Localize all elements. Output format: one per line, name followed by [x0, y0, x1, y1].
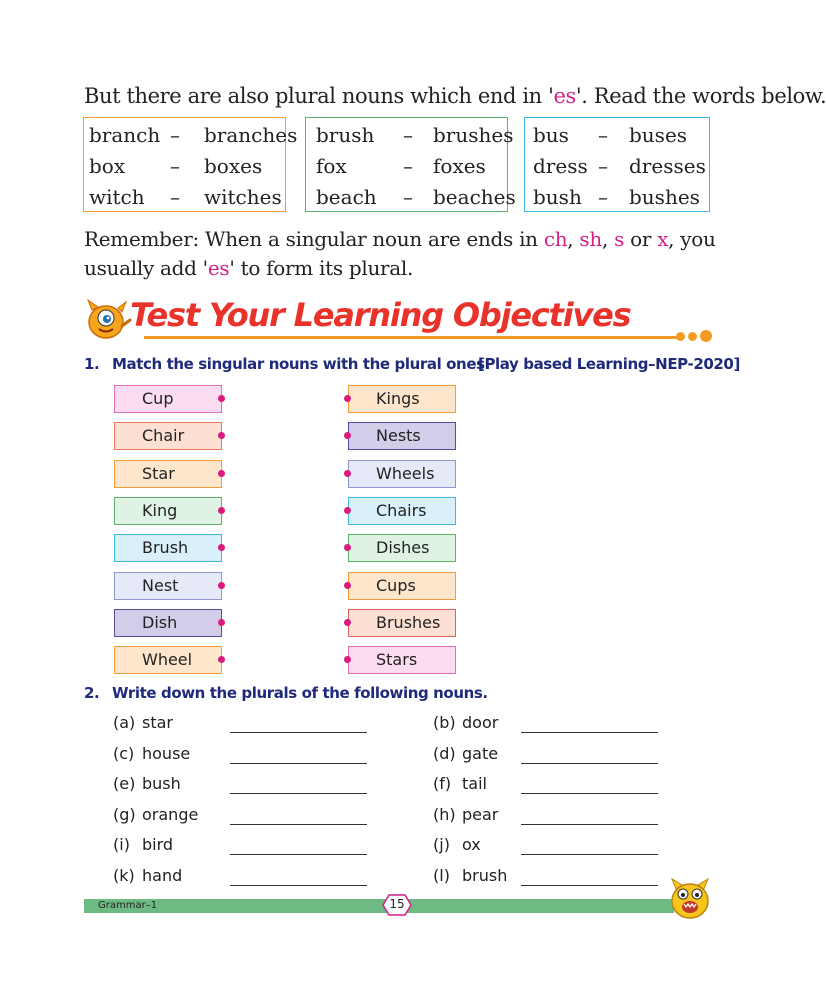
match-right-5[interactable]: Cups: [348, 572, 456, 600]
word-singular: box: [89, 154, 126, 178]
word-dash: –: [403, 185, 413, 209]
word-plural: buses: [629, 123, 688, 147]
plural-word: tail: [462, 774, 487, 794]
plural-answer-line[interactable]: [230, 732, 367, 733]
word-plural: brushes: [433, 123, 514, 147]
word-singular: branch: [89, 123, 161, 147]
word-singular: fox: [316, 154, 347, 178]
intro-after: '. Read the words below.: [575, 84, 826, 108]
match-left-5[interactable]: Nest: [114, 572, 222, 600]
remember-comma2: ,: [601, 227, 615, 251]
word-dash: –: [403, 154, 413, 178]
remember-es: es: [207, 256, 230, 280]
match-right-2[interactable]: Wheels: [348, 460, 456, 488]
remember-sh: sh: [579, 227, 602, 251]
plural-answer-line[interactable]: [230, 824, 367, 825]
word-box-green: [305, 117, 516, 212]
match-right-4[interactable]: Dishes: [348, 534, 456, 562]
match-right-7[interactable]: Stars: [348, 646, 456, 674]
intro-before: But there are also plural nouns which end in ': [84, 84, 554, 108]
plural-answer-line[interactable]: [230, 763, 367, 764]
word-singular: beach: [316, 185, 377, 209]
word-singular: brush: [316, 123, 375, 147]
match-right-dot[interactable]: [344, 619, 351, 626]
match-right-dot[interactable]: [344, 395, 351, 402]
plural-word: brush: [462, 866, 508, 885]
q2-text: Write down the plurals of the following nouns.: [112, 684, 488, 702]
heading-dot-1: [676, 332, 685, 341]
match-left-dot[interactable]: [218, 656, 225, 663]
word-plural: foxes: [433, 154, 486, 178]
plural-answer-line[interactable]: [521, 824, 658, 825]
match-left-dot[interactable]: [218, 582, 225, 589]
match-left-2[interactable]: Star: [114, 460, 222, 488]
footer-bar: [84, 899, 674, 913]
plural-answer-line[interactable]: [521, 854, 658, 855]
plural-answer-line[interactable]: [521, 732, 658, 733]
remember-x: x: [657, 227, 669, 251]
plural-answer-line[interactable]: [521, 763, 658, 764]
match-right-1[interactable]: Nests: [348, 422, 456, 450]
plural-word: bush: [142, 774, 181, 794]
plural-letter: (j): [433, 835, 450, 855]
plural-letter: (b): [433, 713, 456, 732]
remember-part1: Remember: When a singular noun are ends in: [84, 227, 544, 251]
plural-word: house: [142, 743, 191, 763]
match-right-6[interactable]: Brushes: [348, 609, 456, 637]
remember-s: s: [614, 227, 625, 251]
q2-number: 2.: [84, 684, 100, 702]
match-left-6[interactable]: Dish: [114, 609, 222, 637]
intro-text: [84, 84, 826, 108]
word-singular: dress: [533, 154, 588, 178]
word-dash: –: [598, 154, 608, 178]
match-left-0[interactable]: Cup: [114, 385, 222, 413]
word-box-blue: [524, 117, 710, 212]
match-left-7[interactable]: Wheel: [114, 646, 222, 674]
word-plural: dresses: [629, 154, 706, 178]
q1-text: Match the singular nouns with the plural ones.: [112, 355, 490, 373]
plural-word: pear: [462, 804, 499, 824]
plural-letter: (d): [433, 743, 456, 763]
plural-word: ox: [462, 835, 481, 855]
orange-monster-icon: [84, 296, 132, 344]
word-singular: witch: [89, 185, 145, 209]
remember-part3: ' to form its plural.: [229, 256, 414, 280]
heading-dot-3: [700, 330, 712, 342]
word-plural: witches: [204, 185, 282, 209]
plural-word: hand: [142, 866, 183, 885]
q1-tag: [Play based Learning–NEP-2020]: [478, 355, 740, 373]
word-dash: –: [170, 185, 180, 209]
plural-word: orange: [142, 804, 199, 824]
plural-letter: (e): [113, 774, 136, 794]
word-plural: bushes: [629, 185, 700, 209]
remember-ch: ch: [543, 227, 568, 251]
page-number: 15: [389, 897, 405, 911]
match-left-4[interactable]: Brush: [114, 534, 222, 562]
section-heading: [84, 296, 714, 346]
yellow-monster-icon: [666, 877, 714, 921]
plural-letter: (l): [433, 866, 450, 885]
word-plural: boxes: [204, 154, 263, 178]
word-dash: –: [598, 185, 608, 209]
plural-letter: (g): [113, 804, 136, 824]
plural-word: door: [462, 713, 499, 732]
plural-letter: (h): [433, 804, 456, 824]
match-left-3[interactable]: King: [114, 497, 222, 525]
match-left-dot[interactable]: [218, 432, 225, 439]
match-right-0[interactable]: Kings: [348, 385, 456, 413]
match-left-dot[interactable]: [218, 395, 225, 402]
plural-answer-line[interactable]: [521, 885, 658, 886]
word-dash: –: [598, 123, 608, 147]
remember-note: [84, 225, 724, 283]
q1-number: 1.: [84, 355, 100, 373]
plural-answer-line[interactable]: [230, 854, 367, 855]
match-left-dot[interactable]: [218, 619, 225, 626]
remember-comma1: ,: [567, 227, 580, 251]
plural-word: gate: [462, 743, 499, 763]
remember-part2: , you usually add ': [84, 227, 716, 280]
word-plural: beaches: [433, 185, 516, 209]
plural-answer-line[interactable]: [230, 793, 367, 794]
match-left-1[interactable]: Chair: [114, 422, 222, 450]
intro-es: es: [553, 84, 576, 108]
plural-answer-line[interactable]: [230, 885, 367, 886]
match-left-dot[interactable]: [218, 507, 225, 514]
heading-underline: [144, 336, 680, 339]
heading-title: Test Your Learning Objectives: [130, 296, 631, 334]
word-dash: –: [170, 154, 180, 178]
plural-word: star: [142, 713, 173, 732]
match-left-dot[interactable]: [218, 544, 225, 551]
match-right-dot[interactable]: [344, 470, 351, 477]
match-right-dot[interactable]: [344, 507, 351, 514]
footer-book-title: Grammar–1: [98, 900, 158, 911]
word-plural: branches: [204, 123, 298, 147]
word-dash: –: [403, 123, 413, 147]
match-right-dot[interactable]: [344, 582, 351, 589]
remember-or: or: [624, 227, 658, 251]
word-singular: bus: [533, 123, 569, 147]
word-box-orange: [83, 117, 298, 212]
word-dash: –: [170, 123, 180, 147]
plural-letter: (c): [113, 743, 135, 763]
plural-letter: (k): [113, 866, 135, 885]
match-right-3[interactable]: Chairs: [348, 497, 456, 525]
plural-letter: (f): [433, 774, 452, 794]
word-singular: bush: [533, 185, 582, 209]
match-left-dot[interactable]: [218, 470, 225, 477]
plural-answer-line[interactable]: [521, 793, 658, 794]
plural-letter: (i): [113, 835, 130, 855]
heading-dot-2: [688, 332, 697, 341]
plural-letter: (a): [113, 713, 136, 732]
plural-word: bird: [142, 835, 174, 855]
